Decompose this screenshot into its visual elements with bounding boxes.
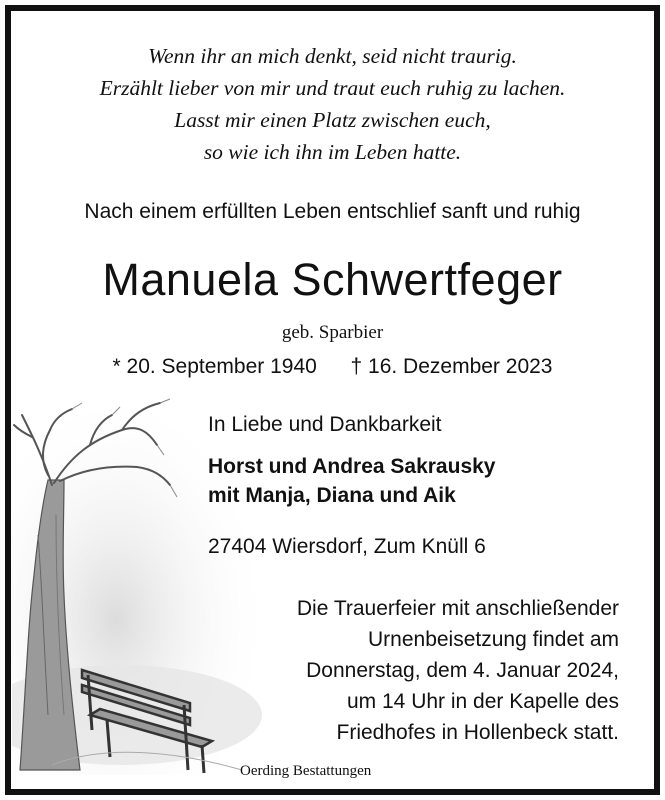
- death-date: † 16. Dezember 2023: [350, 355, 553, 378]
- maiden-name: geb. Sparbier: [281, 322, 384, 343]
- poem-line: Wenn ihr an mich denkt, seid nicht traurig.: [148, 44, 517, 68]
- poem-line: Lasst mir einen Platz zwischen euch,: [174, 108, 491, 132]
- birth-date: * 20. September 1940: [112, 355, 317, 378]
- life-dates: [0, 355, 665, 379]
- mourner-names: mit Manja, Diana und Aik: [208, 484, 456, 507]
- address: 27404 Wiersdorf, Zum Knüll 6: [208, 535, 486, 558]
- intro-text: Nach einem erfüllten Leben entschlief sanft und ruhig: [84, 200, 581, 223]
- funeral-line: Friedhofes in Hollenbeck statt.: [336, 721, 619, 744]
- mourner-names: Horst und Andrea Sakrausky: [208, 455, 496, 478]
- funeral-line: Urnenbeisetzung findet am: [368, 628, 619, 651]
- funeral-line: um 14 Uhr in der Kapelle des: [347, 690, 619, 713]
- undertaker-name: Oerding Bestattungen: [240, 763, 372, 779]
- dedication: In Liebe und Dankbarkeit: [208, 413, 442, 436]
- poem-line: so wie ich ihn im Leben hatte.: [203, 140, 462, 164]
- funeral-line: Die Trauerfeier mit anschließender: [296, 597, 619, 620]
- funeral-line: Donnerstag, dem 4. Januar 2024,: [306, 659, 619, 682]
- deceased-name: Manuela Schwertfeger: [102, 254, 563, 305]
- tree-bench-sketch-icon: [12, 385, 272, 775]
- poem-line: Erzählt lieber von mir und traut euch ruhig zu lachen.: [99, 76, 566, 100]
